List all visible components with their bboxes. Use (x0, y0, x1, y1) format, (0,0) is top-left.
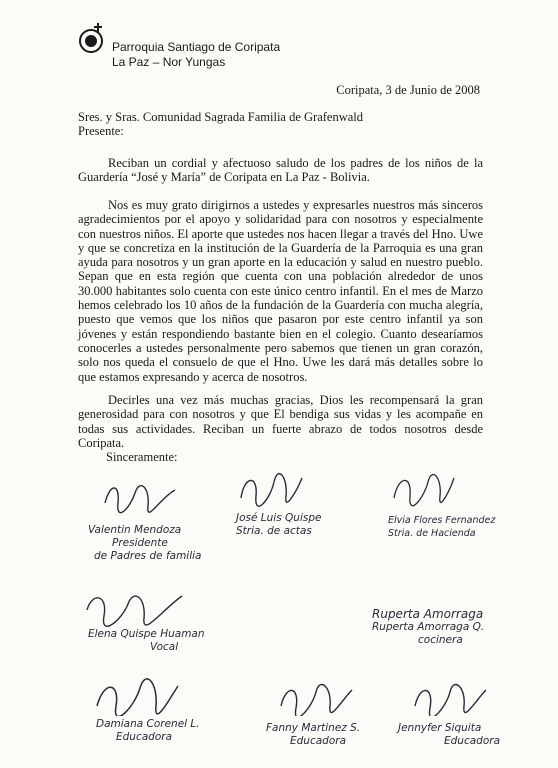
signature-mark (410, 680, 490, 716)
addressee-block (78, 110, 363, 138)
addressee-line: Sres. y Sras. Comunidad Sagrada Familia de Grafenwald (78, 110, 364, 124)
signatory-vocal: Elena Quispe Huaman Vocal (88, 628, 205, 653)
signature-mark (82, 590, 192, 630)
parish-name: Parroquia Santiago de Coripata (112, 40, 281, 54)
parish-logo-icon (78, 22, 106, 54)
signature-mark (92, 676, 182, 716)
letter-paragraph: Reciban un cordial y afectuoso saludo de los padres de los niños de la Guardería “José y María” de Coripata en La Paz - Bolivia. (78, 156, 483, 185)
signature-mark (236, 470, 306, 510)
letter-paragraph: Nos es muy grato dirigirnos a ustedes y expresarles nuestros más sinceros agradecimientos por el apoyo y solidaridad para con nosotros y especialmente con nuestros niños. El aporte que ustedes nos hacen llegar a través del Hno. Uwe y que se concretiza en la institución de la Guardería de la Parroquia es una gran ayuda para nosotros y un gran aporte en la educación y salud en nuestro pueblo. Sepan que en esta región que cuenta con una población alrededor de unos 30.000 habitantes solo cuenta con este único centro infantil. En el mes de Marzo hemos celebrado los 10 años de la fundación de la Guardería con mucha alegría, puesto que vemos que los niños que pasaron por este centro infantil ya son jóvenes y están respondiendo bastante bien en el colegio. Cuanto desearíamos conocerles a ustedes personalmente pero sabemos que tienen un gran corazón, solo nos queda el consuelo de que el Hno. Uwe les dará más detalles sobre lo que estamos expresando y acerca de nosotros. (78, 198, 483, 384)
signature-mark (100, 478, 180, 518)
presente-line: Presente: (78, 124, 124, 138)
signatory-cocinera: Ruperta Amorraga Ruperta Amorraga Q. cocinera (372, 607, 485, 646)
signature-mark (388, 468, 458, 508)
letter-paragraph: Decirles una vez más muchas gracias, Dios les recompensará la gran generosidad para con nosotros y que El bendiga sus vidas y les acompañe en todas sus actividades. Reciban un fuerte abrazo de todos nosotros desde Coripata. (78, 393, 483, 450)
signature-mark (276, 680, 356, 716)
signatory-actas: José Luis Quispe Stria. de actas (236, 512, 322, 537)
closing-salutation: Sinceramente: (106, 450, 178, 464)
signatory-educadora-1: Damiana Corenel L. Educadora (96, 718, 200, 743)
signatory-educadora-3: Jennyfer Siquita Educadora (398, 722, 501, 747)
signatory-hacienda: Elvia Flores Fernandez Stria. de Hacienda (388, 515, 496, 539)
date-line: Coripata, 3 de Junio de 2008 (336, 83, 480, 97)
signatory-presidente: Valentin Mendoza Presidente de Padres de familia (88, 524, 202, 562)
parish-location: La Paz – Nor Yungas (112, 55, 226, 69)
letterhead (112, 40, 280, 70)
signatory-educadora-2: Fanny Martinez S. Educadora (266, 722, 361, 747)
